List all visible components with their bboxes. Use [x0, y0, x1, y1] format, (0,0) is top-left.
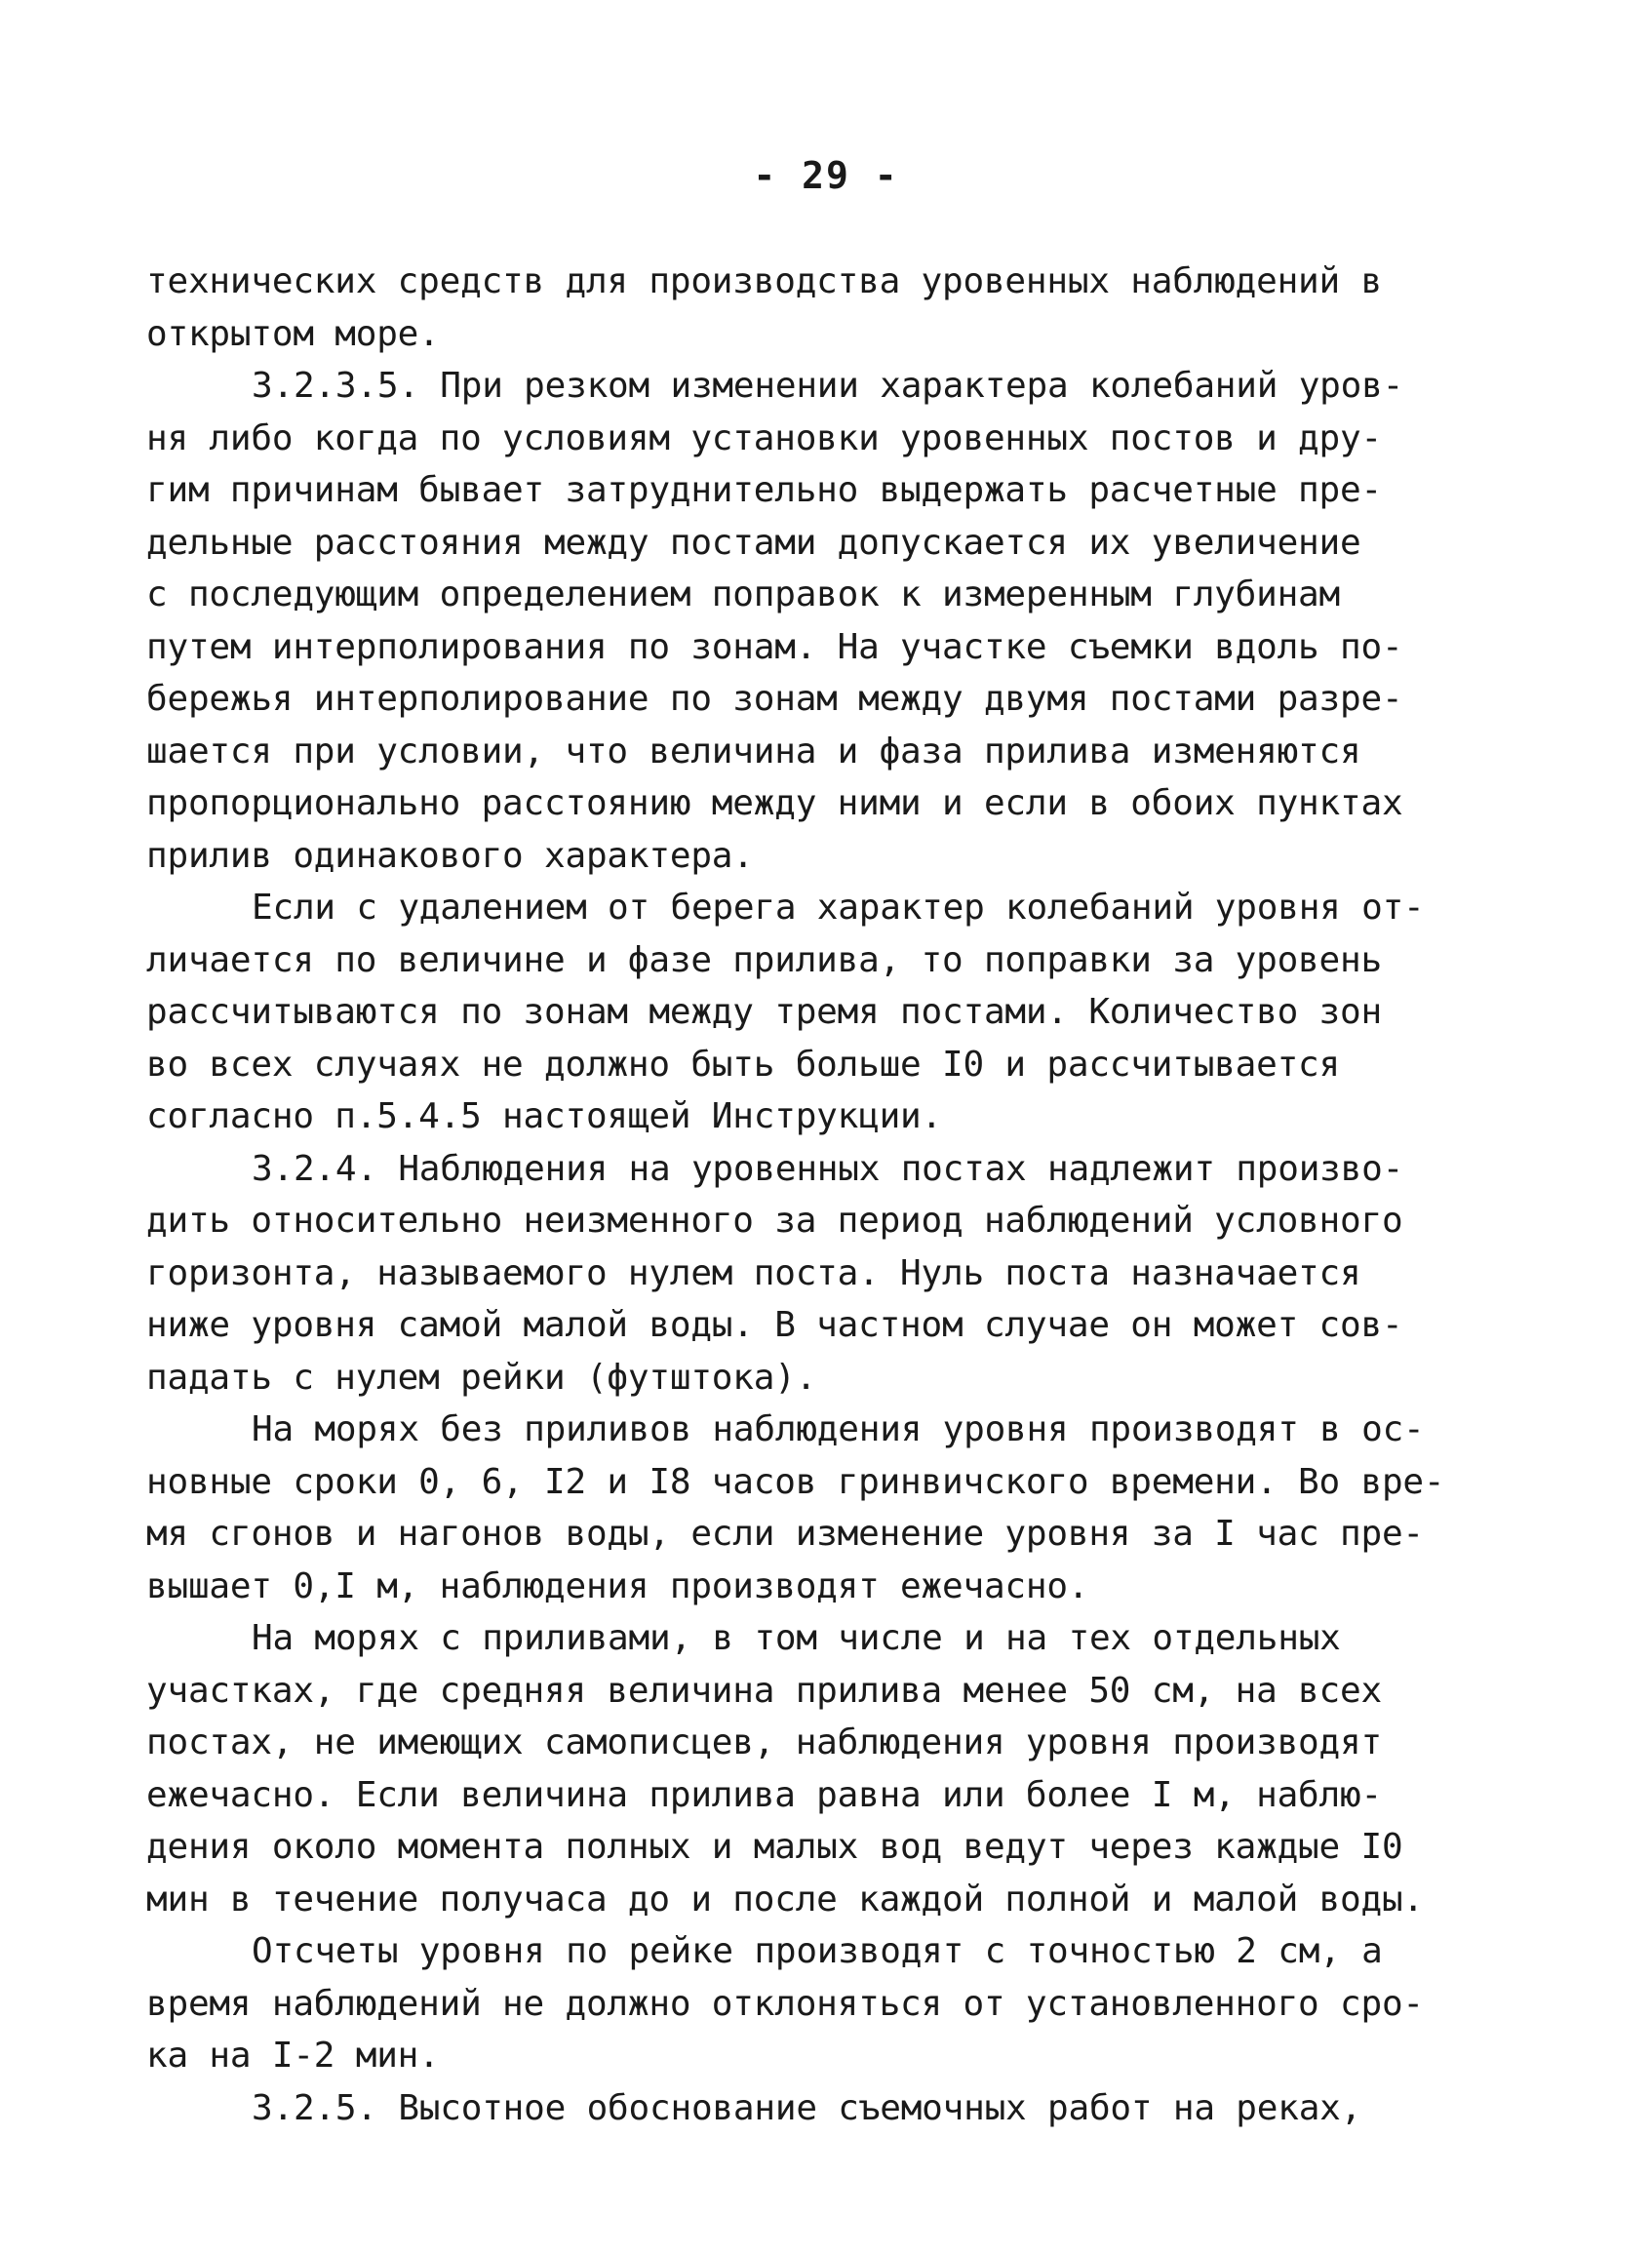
text-line: горизонта, называемого нулем поста. Нуль поста назначается	[146, 1252, 1361, 1293]
text-line: с последующим определением поправок к измеренным глубинам	[146, 574, 1341, 614]
body-text	[146, 256, 1445, 2134]
text-line: новные сроки 0, 6, I2 и I8 часов гринвичского времени. Во вре-	[146, 1461, 1445, 1502]
paragraph-start-line: 3.2.5. Высотное обоснование съемочных работ на реках,	[252, 2087, 1362, 2128]
paragraph-start-line: 3.2.3.5. При резком изменении характера колебаний уров-	[252, 366, 1404, 406]
text-line: мя сгонов и нагонов воды, если изменение уровня за I час пре-	[146, 1514, 1424, 1554]
text-line: дения около момента полных и малых вод ведут через каждые I0	[146, 1827, 1403, 1867]
paragraph-start-line: На морях с приливами, в том числе и на тех отдельных	[252, 1618, 1341, 1658]
text-line: падать с нулем рейки (футштока).	[146, 1357, 817, 1398]
text-line: время наблюдений не должно отклоняться от установленного сро-	[146, 1983, 1424, 2024]
text-line: ня либо когда по условиям установки уровенных постов и дру-	[146, 417, 1382, 458]
paragraph-start-line: На морях без приливов наблюдения уровня производят в ос-	[252, 1409, 1425, 1449]
paragraph-start-line: Отсчеты уровня по рейке производят с точностью 2 см, а	[252, 1931, 1383, 1971]
text-line: дить относительно неизменного за период наблюдений условного	[146, 1201, 1403, 1241]
paragraph-start-line: 3.2.4. Наблюдения на уровенных постах надлежит произво-	[252, 1148, 1404, 1189]
text-line: ниже уровня самой малой воды. В частном случае он может сов-	[146, 1305, 1403, 1345]
text-line: дельные расстояния между постами допускается их увеличение	[146, 522, 1361, 563]
text-line: пропорционально расстоянию между ними и если в обоих пунктах	[146, 783, 1403, 823]
text-line: прилив одинакового характера.	[146, 835, 754, 876]
text-line: шается при условии, что величина и фаза прилива изменяются	[146, 731, 1361, 772]
text-line: во всех случаях не должно быть больше I0 и рассчитывается	[146, 1044, 1341, 1085]
text-line: личается по величине и фазе прилива, то поправки за уровень	[146, 939, 1382, 980]
text-line: рассчитываются по зонам между тремя постами. Количество зон	[146, 992, 1382, 1032]
text-line: согласно п.5.4.5 настоящей Инструкции.	[146, 1096, 943, 1136]
text-line: бережья интерполирование по зонам между двумя постами разре-	[146, 679, 1403, 719]
text-line: вышает 0,I м, наблюдения производят ежечасно.	[146, 1565, 1089, 1606]
text-line: постах, не имеющих самописцев, наблюдения уровня производят	[146, 1722, 1382, 1762]
text-line: гим причинам бывает затруднительно выдержать расчетные пре-	[146, 470, 1382, 510]
text-line: мин в течение получаса до и после каждой полной и малой воды.	[146, 1879, 1424, 1920]
text-line: путем интерполирования по зонам. На участке съемки вдоль по-	[146, 626, 1403, 667]
text-line: ка на I-2 мин.	[146, 2036, 440, 2076]
text-line: открытом море.	[146, 313, 440, 354]
text-line: ежечасно. Если величина прилива равна или более I м, наблю-	[146, 1774, 1382, 1815]
text-line: технических средств для производства уровенных наблюдений в	[146, 261, 1382, 301]
page-number: - 29 -	[753, 154, 899, 197]
paragraph-start-line: Если с удалением от берега характер колебаний уровня от-	[252, 888, 1425, 928]
text-line: участках, где средняя величина прилива менее 50 см, на всех	[146, 1670, 1382, 1711]
